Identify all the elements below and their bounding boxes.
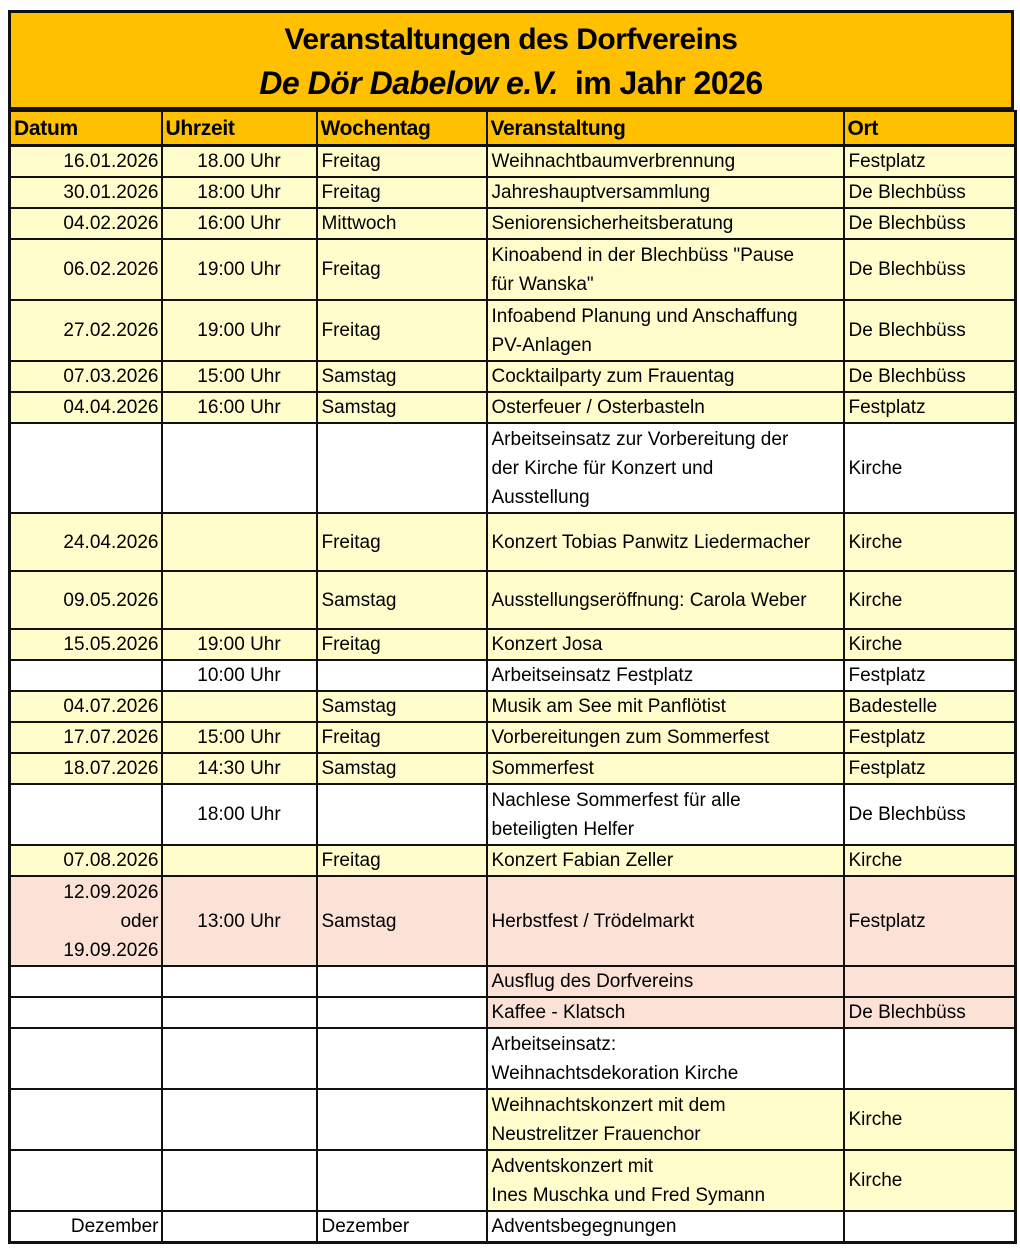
cell-veranstaltung [487,845,844,876]
cell-veranstaltung-line: Cocktailparty zum Frauentag [491,366,735,387]
event-row [10,513,1016,571]
cell-uhrzeit [162,513,317,571]
cell-datum [10,629,162,660]
cell-uhrzeit: 18:00 Uhr [162,784,317,845]
cell-datum [10,660,162,691]
event-row [10,660,1016,691]
cell-ort: Festplatz [844,660,1016,691]
cell-uhrzeit: 15:00 Uhr [162,361,317,392]
cell-ort [844,1028,1016,1089]
cell-ort: Festplatz [844,876,1016,966]
cell-veranstaltung-line: Adventsbegegnungen [491,1216,677,1237]
cell-datum-line: 12.09.2026 [63,881,159,903]
cell-wochentag [317,784,487,845]
cell-datum [10,1150,162,1211]
cell-wochentag: Freitag [317,629,487,660]
cell-veranstaltung-line: Weihnachtbaumverbrennung [491,151,736,172]
cell-veranstaltung [487,239,844,300]
event-row [10,629,1016,660]
cell-uhrzeit: 16:00 Uhr [162,208,317,239]
cell-wochentag [317,423,487,513]
cell-datum [10,722,162,753]
event-row [10,392,1016,423]
cell-ort: Badestelle [844,691,1016,722]
cell-veranstaltung-line: Nachlese Sommerfest für alle [491,789,741,811]
cell-wochentag: Samstag [317,571,487,629]
event-row [10,997,1016,1028]
cell-datum [10,997,162,1028]
cell-datum [10,753,162,784]
title-line-2 [11,61,1011,105]
cell-datum-line: 04.04.2026 [63,397,159,418]
cell-ort: Kirche [844,423,1016,513]
cell-datum-line: 15.05.2026 [63,634,159,655]
cell-uhrzeit: 18.00 Uhr [162,146,317,178]
cell-veranstaltung-line: Neustrelitzer Frauenchor [491,1123,701,1145]
cell-veranstaltung [487,361,844,392]
cell-ort [844,1211,1016,1243]
cell-veranstaltung [487,629,844,660]
events-table-body [10,146,1016,1243]
cell-wochentag: Samstag [317,753,487,784]
column-header-ort: Ort [844,111,1016,146]
club-name: De Dör Dabelow e.V. [259,65,559,101]
cell-ort: De Blechbüss [844,361,1016,392]
cell-veranstaltung-line: Kaffee - Klatsch [491,1002,626,1023]
cell-veranstaltung-line: Ausflug des Dorfvereins [491,971,694,992]
cell-uhrzeit: 19:00 Uhr [162,629,317,660]
cell-veranstaltung-line: Konzert Fabian Zeller [491,850,674,871]
cell-ort: Kirche [844,513,1016,571]
cell-veranstaltung [487,177,844,208]
cell-ort: De Blechbüss [844,997,1016,1028]
event-row [10,845,1016,876]
cell-ort [844,966,1016,997]
cell-datum [10,966,162,997]
cell-ort: Festplatz [844,753,1016,784]
cell-veranstaltung-line: beteiligten Helfer [491,818,635,840]
cell-datum [10,876,162,966]
cell-veranstaltung [487,722,844,753]
cell-veranstaltung [487,300,844,361]
cell-ort: Kirche [844,1150,1016,1211]
cell-datum-line: 17.07.2026 [63,727,159,748]
cell-ort: Kirche [844,845,1016,876]
cell-ort: Kirche [844,629,1016,660]
cell-datum-line: 07.03.2026 [63,366,159,387]
cell-veranstaltung-line: Arbeitseinsatz zur Vorbereitung der [491,428,789,450]
event-row [10,177,1016,208]
cell-datum-line: 18.07.2026 [63,758,159,779]
event-row [10,146,1016,178]
cell-datum-line: 07.08.2026 [63,850,159,871]
cell-ort: Festplatz [844,722,1016,753]
cell-wochentag: Samstag [317,691,487,722]
cell-datum [10,239,162,300]
cell-veranstaltung-line: Weihnachtskonzert mit dem [491,1094,726,1116]
cell-wochentag: Freitag [317,146,487,178]
cell-datum [10,1211,162,1243]
column-header-veranstaltung: Veranstaltung [487,111,844,146]
event-row [10,1150,1016,1211]
cell-ort: Festplatz [844,146,1016,178]
cell-datum [10,845,162,876]
event-row [10,753,1016,784]
cell-datum-line: 09.05.2026 [63,589,159,611]
cell-datum [10,571,162,629]
cell-uhrzeit: 18:00 Uhr [162,177,317,208]
cell-wochentag: Freitag [317,177,487,208]
cell-datum [10,392,162,423]
cell-ort: Festplatz [844,392,1016,423]
cell-uhrzeit [162,1150,317,1211]
event-row [10,784,1016,845]
cell-ort: De Blechbüss [844,784,1016,845]
cell-datum-line: oder [120,910,159,932]
cell-veranstaltung-line: PV-Anlagen [491,334,592,356]
events-table [8,110,1017,1244]
cell-veranstaltung-line: Weihnachtsdekoration Kirche [491,1062,739,1084]
cell-veranstaltung-line: Herbstfest / Trödelmarkt [491,910,695,932]
cell-datum-line: 27.02.2026 [63,320,159,341]
cell-uhrzeit: 10:00 Uhr [162,660,317,691]
cell-veranstaltung [487,392,844,423]
cell-datum-line: 19.09.2026 [63,939,159,961]
cell-veranstaltung-line: Seniorensicherheitsberatung [491,213,734,234]
cell-ort: De Blechbüss [844,239,1016,300]
cell-wochentag [317,966,487,997]
cell-datum [10,784,162,845]
cell-uhrzeit: 19:00 Uhr [162,300,317,361]
cell-veranstaltung [487,208,844,239]
cell-datum [10,1028,162,1089]
cell-uhrzeit [162,1211,317,1243]
cell-wochentag [317,1089,487,1150]
event-row [10,722,1016,753]
event-row [10,691,1016,722]
cell-veranstaltung [487,1028,844,1089]
cell-wochentag: Samstag [317,876,487,966]
cell-datum-line: 04.07.2026 [63,696,159,717]
cell-datum [10,146,162,178]
cell-veranstaltung-line: Adventskonzert mit [491,1155,654,1177]
cell-datum-line: 30.01.2026 [63,182,159,203]
year-label: im Jahr 2026 [574,65,763,101]
cell-wochentag: Samstag [317,392,487,423]
cell-wochentag: Freitag [317,513,487,571]
cell-datum [10,691,162,722]
header-row [10,111,1016,146]
cell-wochentag [317,660,487,691]
cell-uhrzeit: 14:30 Uhr [162,753,317,784]
events-sheet [8,10,1014,1244]
cell-uhrzeit [162,1028,317,1089]
event-row [10,239,1016,300]
cell-datum-line: 24.04.2026 [63,531,159,553]
cell-uhrzeit [162,571,317,629]
cell-veranstaltung-line: Osterfeuer / Osterbasteln [491,397,705,418]
column-header-wochentag: Wochentag [317,111,487,146]
cell-datum-line: 04.02.2026 [63,213,159,234]
cell-datum-line: Dezember [70,1216,159,1237]
cell-wochentag [317,1150,487,1211]
cell-datum [10,423,162,513]
cell-veranstaltung [487,146,844,178]
cell-veranstaltung [487,876,844,966]
cell-veranstaltung [487,660,844,691]
cell-wochentag [317,997,487,1028]
event-row [10,1211,1016,1243]
cell-veranstaltung [487,753,844,784]
cell-datum [10,1089,162,1150]
title-line-1: Veranstaltungen des Dorfvereins [284,23,738,56]
cell-veranstaltung [487,423,844,513]
event-row [10,208,1016,239]
cell-veranstaltung [487,966,844,997]
cell-wochentag: Freitag [317,722,487,753]
event-row [10,1089,1016,1150]
cell-uhrzeit [162,691,317,722]
cell-veranstaltung-line: Sommerfest [491,758,594,779]
cell-veranstaltung-line: für Wanska" [491,273,594,295]
cell-veranstaltung-line: Infoabend Planung und Anschaffung [491,305,798,327]
event-row [10,876,1016,966]
cell-veranstaltung-line: der Kirche für Konzert und [491,457,714,479]
cell-datum [10,208,162,239]
cell-veranstaltung-line: Arbeitseinsatz: [491,1033,617,1055]
event-row [10,361,1016,392]
cell-wochentag: Freitag [317,845,487,876]
cell-veranstaltung-line: Jahreshauptversammlung [491,182,711,203]
cell-datum-line: 06.02.2026 [63,259,159,280]
cell-veranstaltung-line: Arbeitseinsatz Festplatz [491,665,694,686]
column-header-uhrzeit: Uhrzeit [162,111,317,146]
cell-veranstaltung [487,571,844,629]
cell-wochentag: Dezember [317,1211,487,1243]
cell-veranstaltung-line: Ausstellungseröffnung: Carola Weber [491,589,807,611]
cell-ort: Kirche [844,1089,1016,1150]
column-header-datum: Datum [10,111,162,146]
title-banner [8,10,1014,110]
cell-veranstaltung [487,997,844,1028]
cell-uhrzeit [162,845,317,876]
cell-wochentag: Mittwoch [317,208,487,239]
event-row [10,571,1016,629]
cell-ort: De Blechbüss [844,177,1016,208]
cell-ort: Kirche [844,571,1016,629]
cell-veranstaltung [487,691,844,722]
cell-veranstaltung-line: Musik am See mit Panflötist [491,696,726,717]
event-row [10,423,1016,513]
cell-wochentag [317,1028,487,1089]
cell-wochentag: Samstag [317,361,487,392]
cell-datum [10,300,162,361]
event-row [10,300,1016,361]
cell-veranstaltung [487,1089,844,1150]
cell-datum [10,513,162,571]
cell-uhrzeit: 15:00 Uhr [162,722,317,753]
event-row [10,1028,1016,1089]
cell-veranstaltung-line: Kinoabend in der Blechbüss "Pause [491,244,795,266]
cell-veranstaltung-line: Ausstellung [491,486,590,508]
cell-uhrzeit: 16:00 Uhr [162,392,317,423]
cell-uhrzeit [162,1089,317,1150]
cell-datum [10,177,162,208]
cell-uhrzeit: 13:00 Uhr [162,876,317,966]
cell-ort: De Blechbüss [844,208,1016,239]
cell-veranstaltung [487,1150,844,1211]
cell-wochentag: Freitag [317,300,487,361]
cell-uhrzeit [162,423,317,513]
event-row [10,966,1016,997]
cell-veranstaltung [487,784,844,845]
cell-uhrzeit [162,966,317,997]
cell-uhrzeit [162,997,317,1028]
cell-wochentag: Freitag [317,239,487,300]
cell-datum-line: 16.01.2026 [63,151,159,172]
cell-veranstaltung-line: Vorbereitungen zum Sommerfest [491,727,770,748]
cell-veranstaltung-line: Konzert Tobias Panwitz Liedermacher [491,531,811,553]
cell-veranstaltung-line: Ines Muschka und Fred Symann [491,1184,766,1206]
cell-datum [10,361,162,392]
cell-uhrzeit: 19:00 Uhr [162,239,317,300]
cell-veranstaltung [487,1211,844,1243]
cell-ort: De Blechbüss [844,300,1016,361]
cell-veranstaltung [487,513,844,571]
cell-veranstaltung-line: Konzert Josa [491,634,603,655]
